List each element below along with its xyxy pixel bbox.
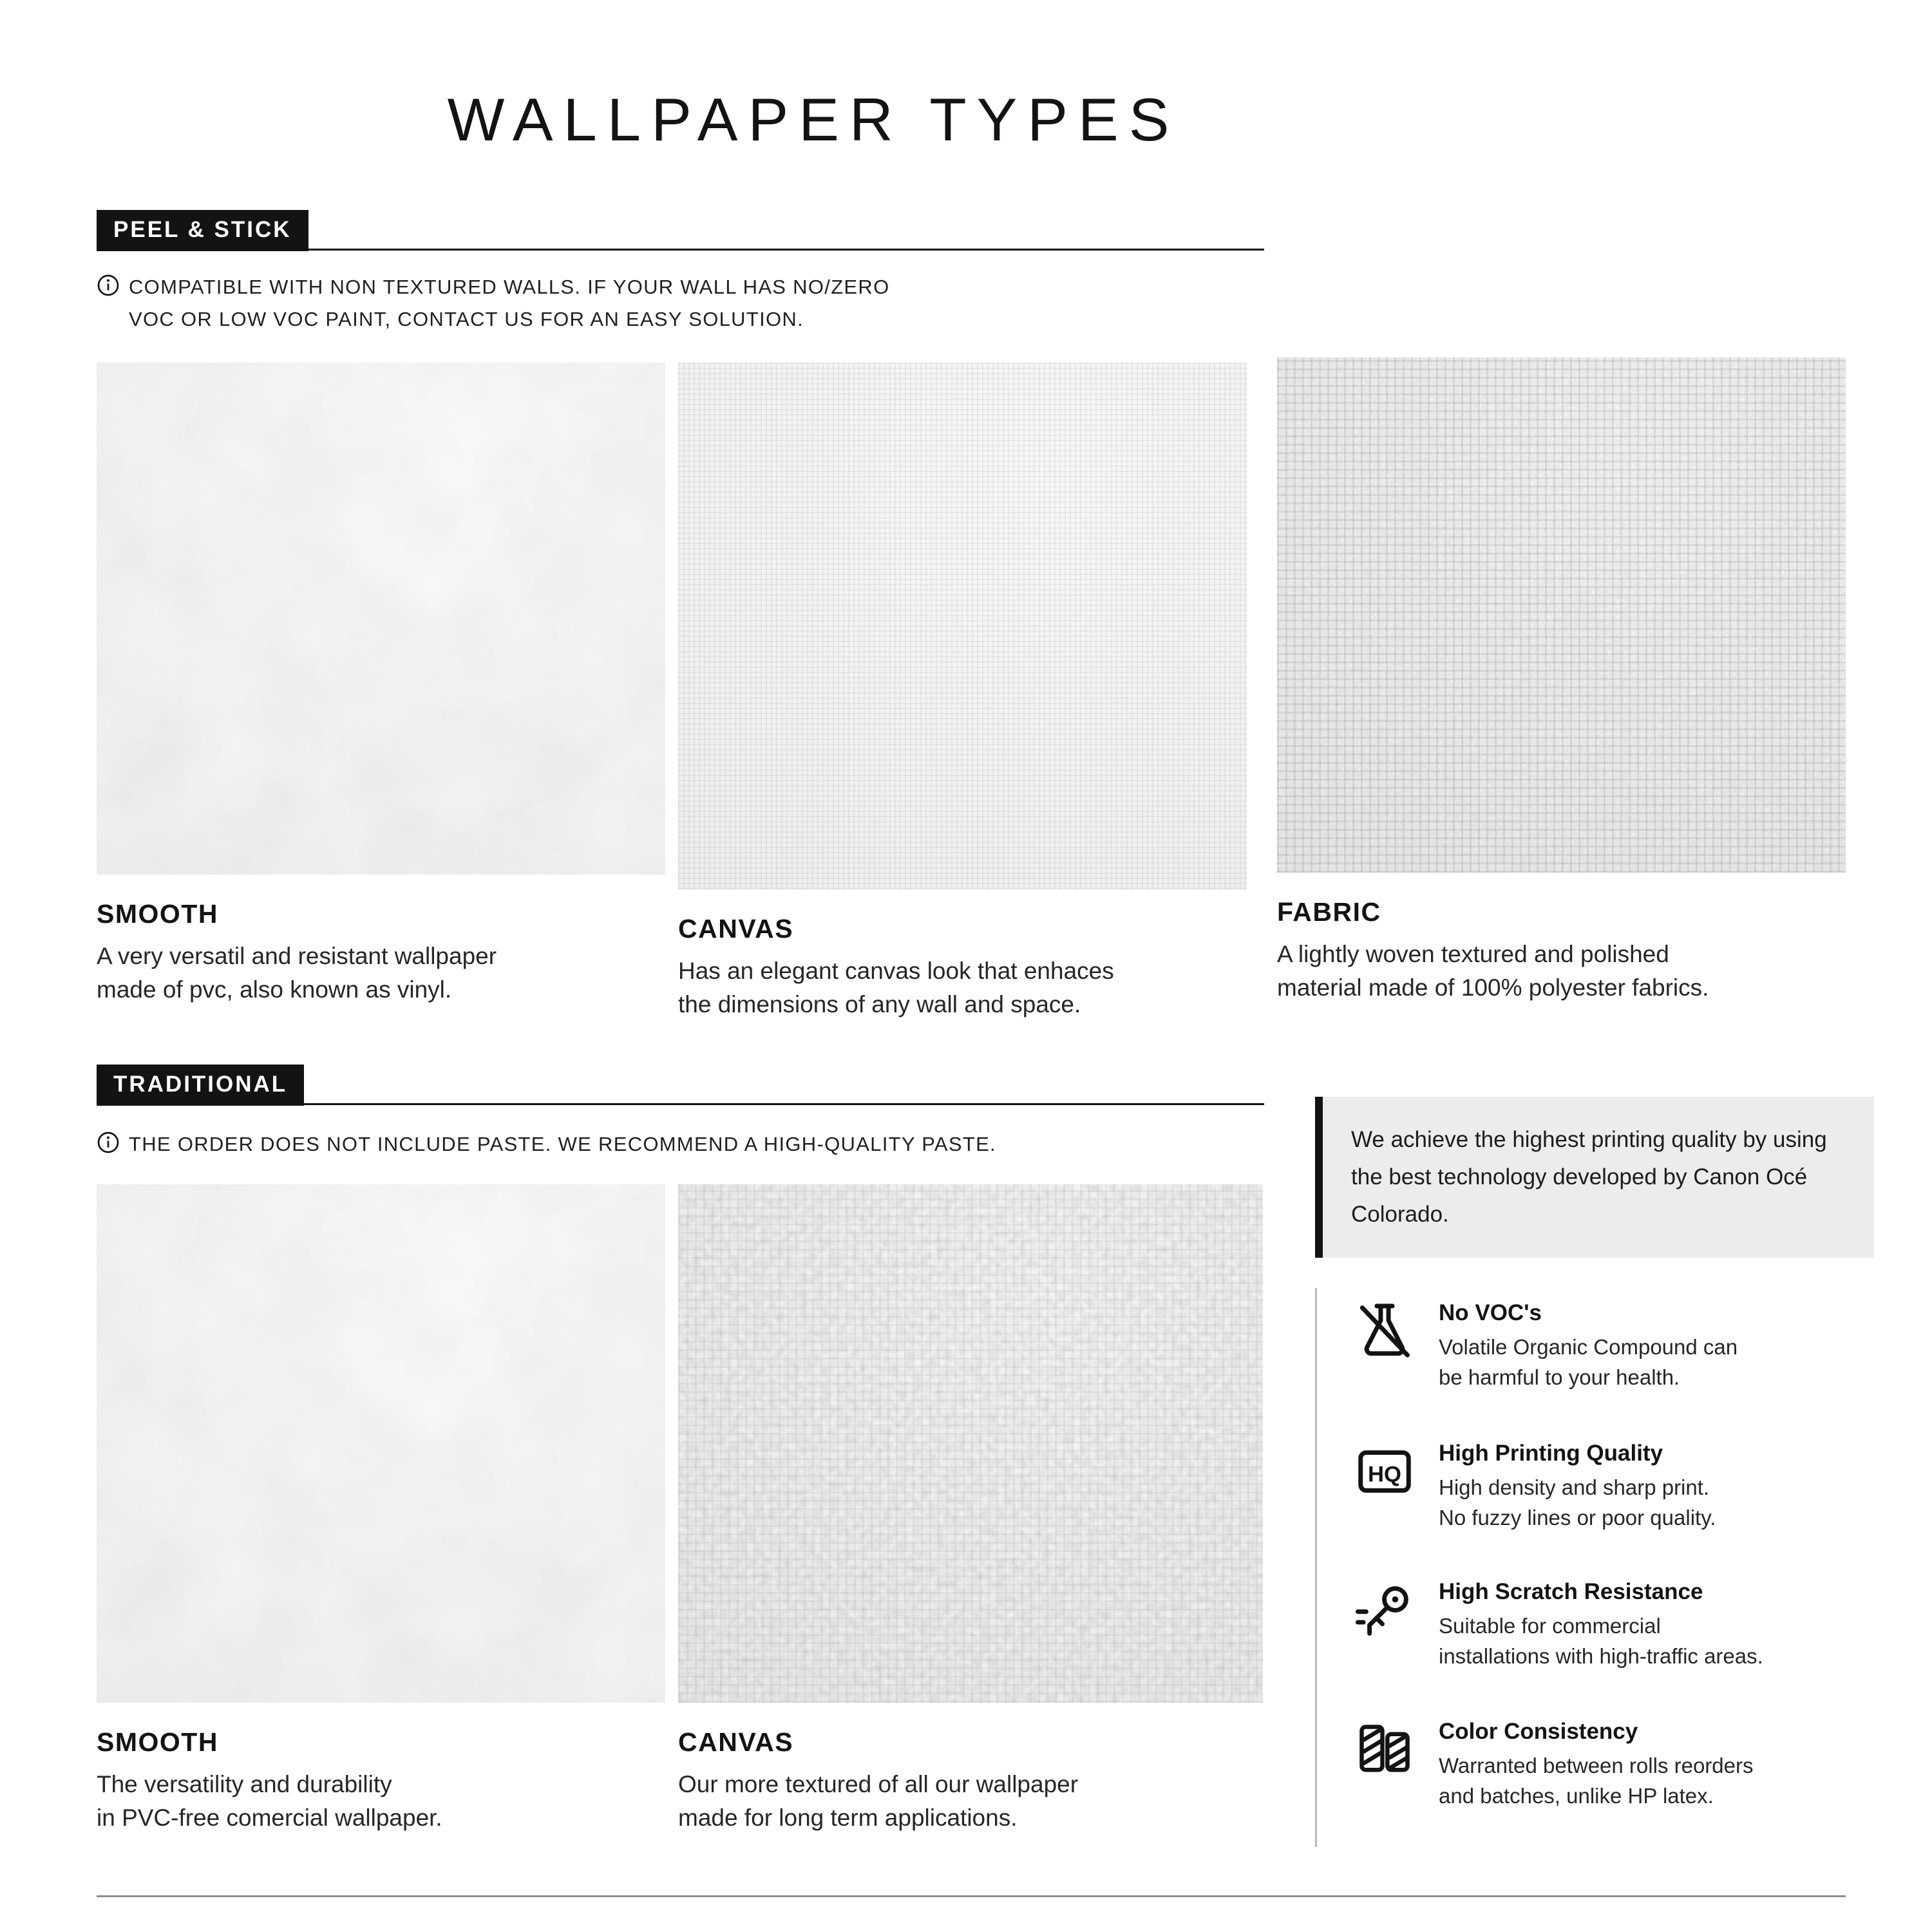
feature-desc-line-1: High density and sharp print.: [1439, 1475, 1710, 1499]
feature-color-consistency: [1351, 1716, 1905, 1812]
features-divider-line: [1315, 1288, 1317, 1847]
section-header-peel-stick: [97, 210, 1264, 251]
feature-text: [1439, 1577, 1763, 1672]
swatch-desc-line-1: A very versatil and resistant wallpaper: [97, 943, 497, 969]
feature-desc-line-2: and batches, unlike HP latex.: [1439, 1783, 1714, 1808]
swatch-description: [678, 1768, 1263, 1835]
swatch-column-trad-canvas: [678, 1184, 1263, 1835]
feature-desc-line-2: installations with high-traffic areas.: [1439, 1643, 1763, 1668]
hq-icon: [1351, 1438, 1418, 1505]
feature-text: [1439, 1716, 1754, 1812]
swatch-name: SMOOTH: [97, 899, 218, 929]
section-header-traditional: [97, 1065, 1264, 1106]
peel-stick-note: [97, 271, 890, 335]
swatch-desc-line-2: in PVC-free comercial wallpaper.: [97, 1804, 442, 1831]
note-line-2: VOC OR LOW VOC PAINT, CONTACT US FOR AN EASY SOLUTION.: [129, 307, 804, 330]
feature-desc-line-1: Volatile Organic Compound can: [1439, 1335, 1738, 1359]
swatch-column-peel-canvas: [678, 363, 1247, 1021]
note-line-1: THE ORDER DOES NOT INCLUDE PASTE. WE RECOMMEND A HIGH-QUALITY PASTE.: [129, 1133, 996, 1155]
feature-high-scratch-resistance: [1351, 1577, 1905, 1672]
traditional-note: [97, 1128, 996, 1160]
feature-desc-line-1: Warranted between rolls reorders: [1439, 1754, 1754, 1777]
feature-text: [1439, 1438, 1716, 1533]
canvas-weave-pattern: [678, 363, 1247, 889]
color-icon: [1351, 1716, 1418, 1783]
texture-image-canvas: [678, 363, 1247, 889]
swatch-desc-line-2: made for long term applications.: [678, 1804, 1018, 1831]
swatch-name: CANVAS: [678, 914, 794, 943]
feature-high-printing-quality: [1351, 1438, 1905, 1533]
fabric-weave-pattern: [1277, 357, 1846, 873]
scratch-icon: [1351, 1577, 1418, 1643]
note-text: [129, 271, 890, 335]
info-icon: [97, 274, 120, 297]
feature-desc-line-2: No fuzzy lines or poor quality.: [1439, 1505, 1716, 1530]
smooth-texture-noise: [97, 363, 665, 875]
rough-canvas-weave-pattern: [678, 1184, 1263, 1703]
swatch-column-trad-smooth: [97, 1184, 665, 1835]
swatch-name: FABRIC: [1277, 897, 1381, 927]
swatch-column-peel-smooth: [97, 363, 665, 1007]
feature-desc-line-1: Suitable for commercial: [1439, 1614, 1661, 1638]
swatch-description: [97, 1768, 665, 1835]
feature-text: [1439, 1298, 1738, 1393]
feature-title: No VOC's: [1439, 1300, 1542, 1325]
section-divider-line: [304, 1103, 1264, 1105]
feature-title: Color Consistency: [1439, 1719, 1638, 1744]
swatch-description: [678, 954, 1247, 1021]
swatch-column-peel-fabric: [1277, 357, 1846, 1005]
note-text: [129, 1128, 996, 1160]
swatch-desc-line-1: Has an elegant canvas look that enhaces: [678, 958, 1114, 984]
texture-image-canvas-traditional: [678, 1184, 1263, 1703]
texture-image-smooth: [97, 363, 665, 875]
swatch-desc-line-1: The versatility and durability: [97, 1771, 392, 1797]
info-icon: [97, 1131, 120, 1154]
swatch-name: CANVAS: [678, 1727, 794, 1757]
swatch-description: [97, 940, 665, 1007]
section-label-peel-stick: PEEL & STICK: [97, 210, 308, 251]
swatch-description: [1277, 938, 1846, 1005]
hq-icon-label: HQ: [1368, 1462, 1401, 1487]
swatch-desc-line-2: the dimensions of any wall and space.: [678, 990, 1081, 1018]
section-label-traditional: TRADITIONAL: [97, 1065, 304, 1106]
print-quality-text: We achieve the highest printing quality by using the best technology developed by Canon Océ Colorado.: [1351, 1127, 1827, 1227]
smooth-texture-noise: [97, 1184, 665, 1703]
swatch-desc-line-2: made of pvc, also known as vinyl.: [97, 976, 452, 1003]
swatch-desc-line-2: material made of 100% polyester fabrics.: [1277, 974, 1709, 1001]
feature-no-voc: [1351, 1298, 1905, 1393]
swatch-desc-line-1: Our more textured of all our wallpaper: [678, 1771, 1079, 1797]
texture-image-fabric: [1277, 357, 1846, 873]
swatch-desc-line-1: A lightly woven textured and polished: [1277, 941, 1669, 967]
page-title: WALLPAPER TYPES: [447, 86, 1180, 153]
feature-title: High Scratch Resistance: [1439, 1579, 1703, 1604]
feature-desc-line-2: be harmful to your health.: [1439, 1365, 1680, 1389]
texture-image-smooth-traditional: [97, 1184, 665, 1703]
bottom-divider-line: [97, 1895, 1846, 1897]
swatch-name: SMOOTH: [97, 1727, 218, 1757]
print-quality-callout: [1315, 1097, 1874, 1258]
note-line-1: COMPATIBLE WITH NON TEXTURED WALLS. IF YOUR WALL HAS NO/ZERO: [129, 276, 890, 298]
no-voc-icon: [1351, 1298, 1418, 1365]
section-divider-line: [308, 249, 1264, 251]
feature-title: High Printing Quality: [1439, 1441, 1663, 1466]
